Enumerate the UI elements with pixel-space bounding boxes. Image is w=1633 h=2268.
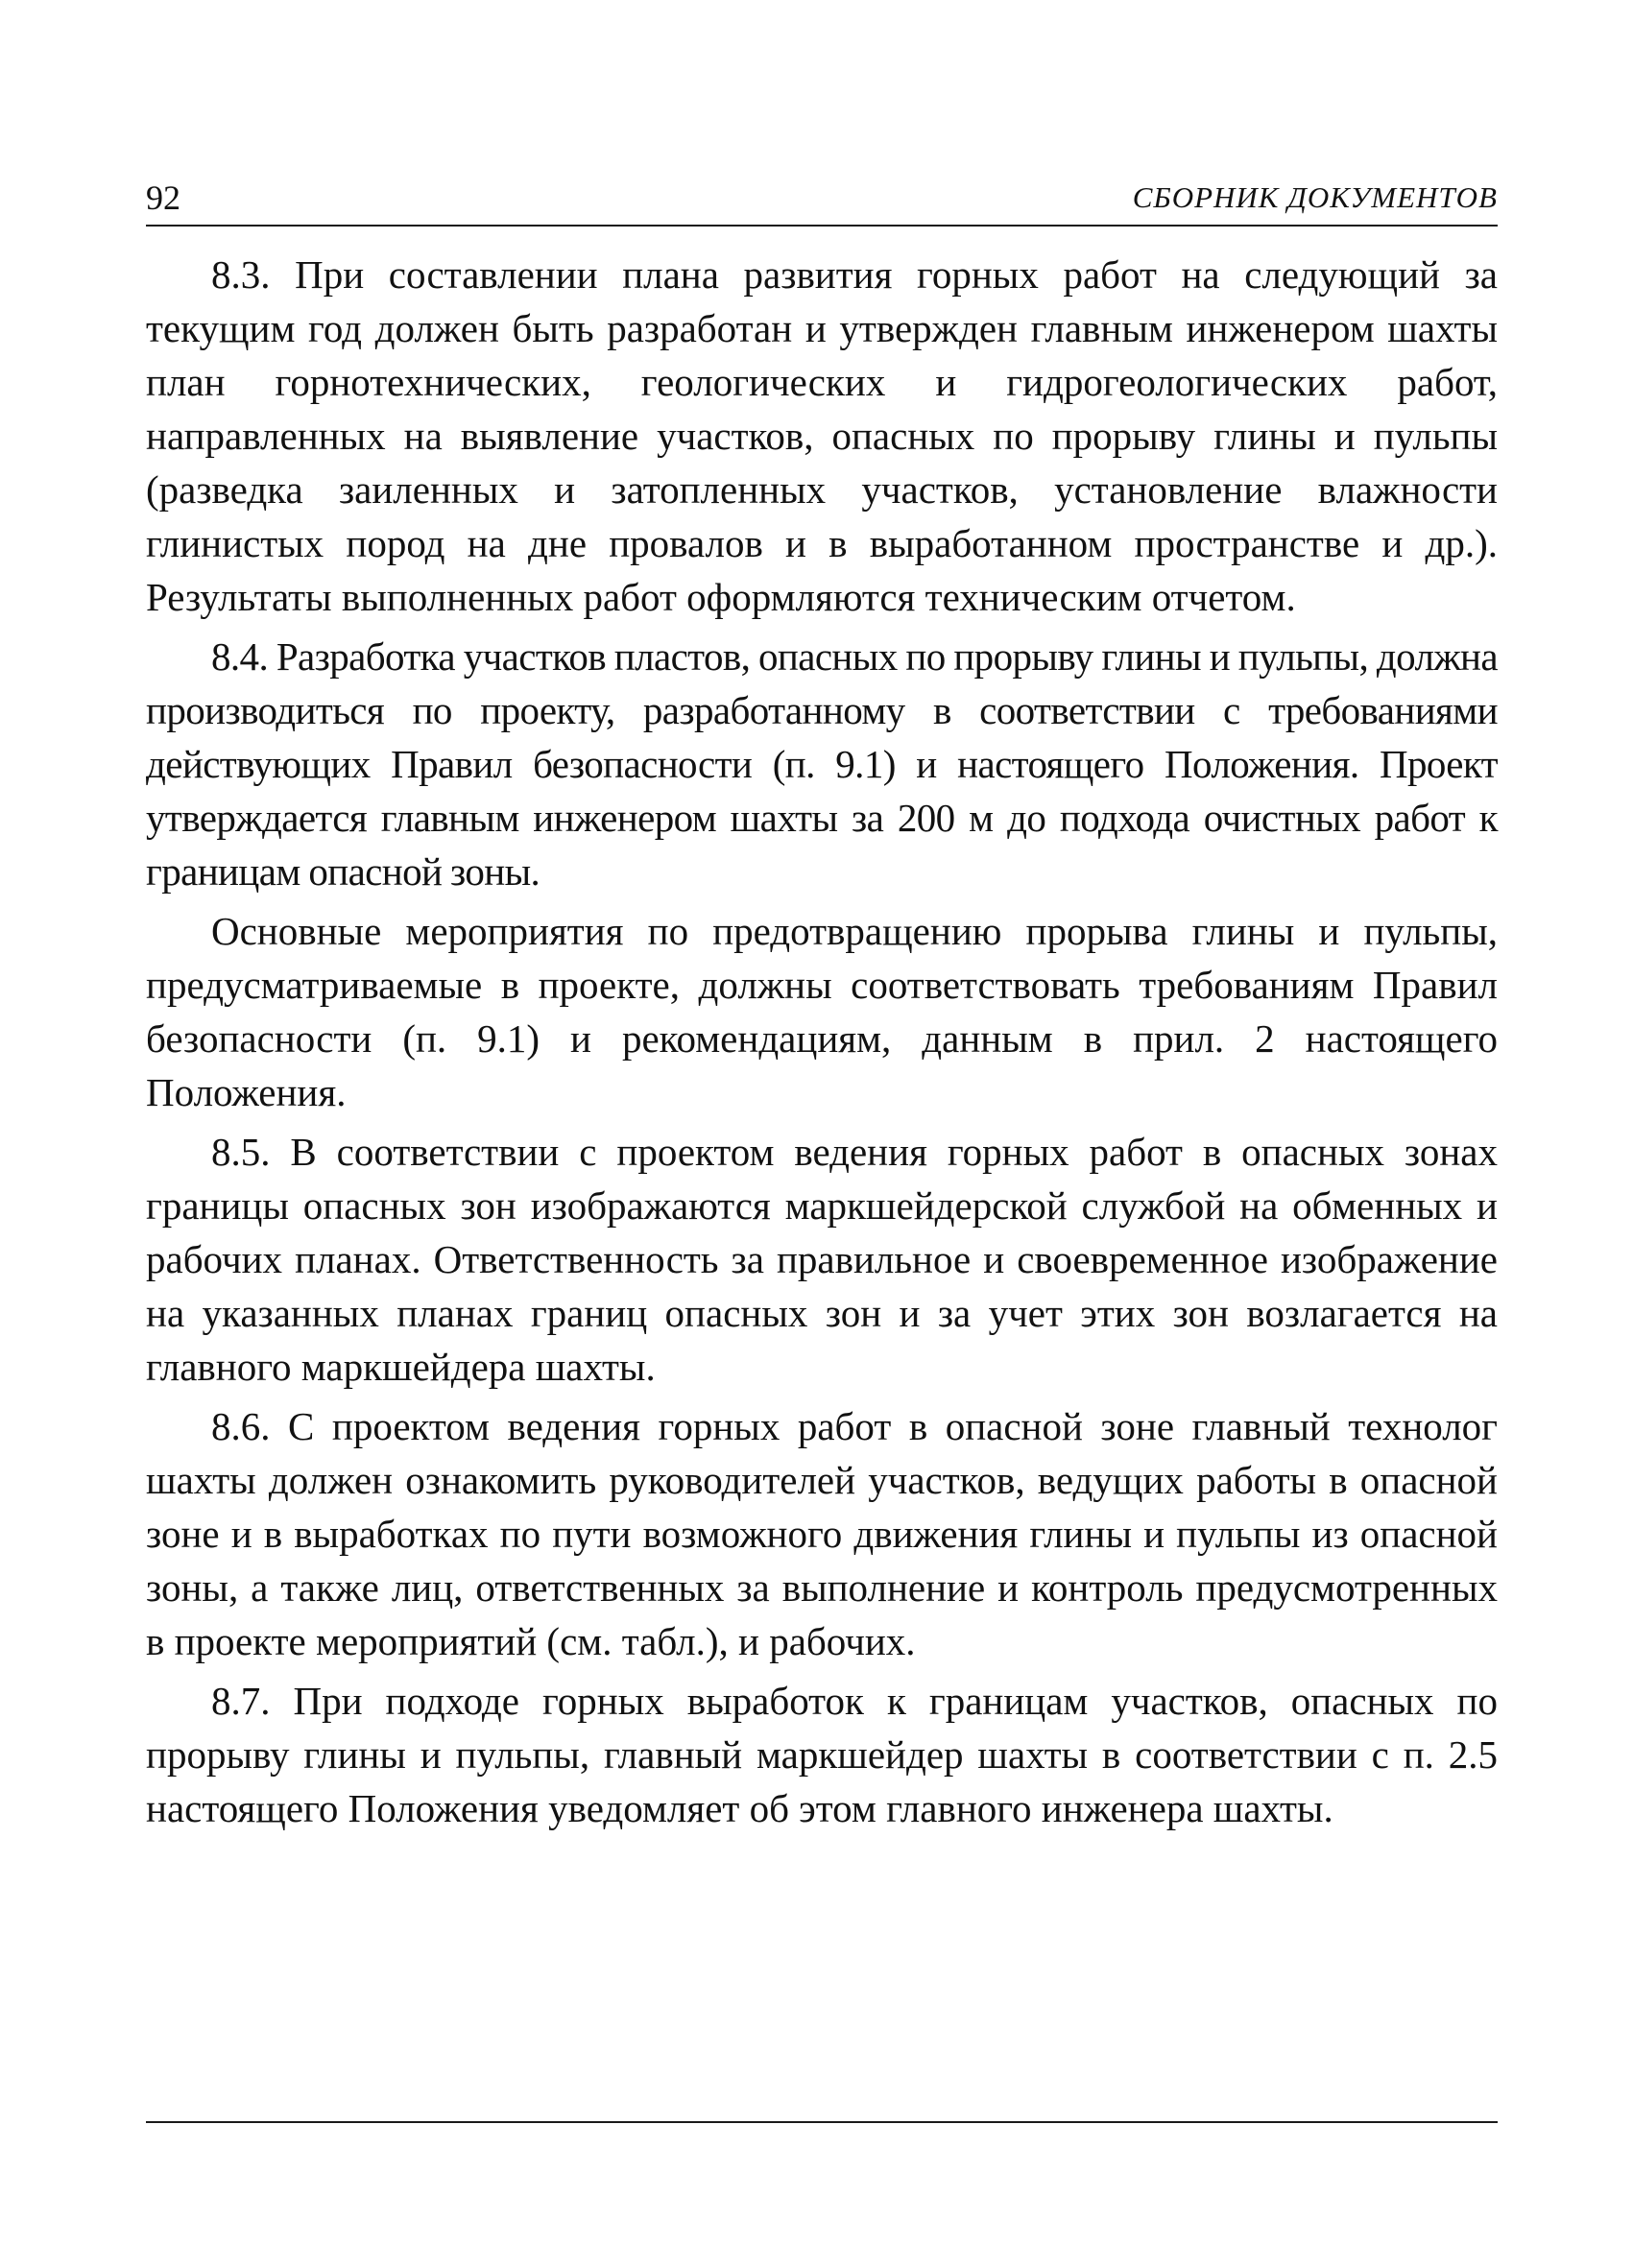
page-number: 92 <box>146 179 180 217</box>
paragraph-8-4: 8.4. Разработка участков пластов, опасных по прорыву глины и пульпы, должна производиться по проекту, разработанному в соответствии с требованиями действующих Правил безопасности (п. 9.1) и настоящего Положения. Проект утверждается главным инженером шахты за 200 м до подхода очистных работ к границам опасной зоны. <box>146 634 1498 894</box>
footer-rule <box>146 2121 1498 2123</box>
body-text <box>146 248 1498 1841</box>
paragraph-8-5: 8.5. В соответствии с проектом ведения горных работ в опасных зонах границы опасных зон изображаются маркшейдерской службой на обменных и рабочих планах. Ответственность за правильное и своевременное изображение на указанных планах границ опасных зон и за учет этих зон возлагается на главного маркшейдера шахты. <box>146 1130 1498 1389</box>
paragraph-8-6: 8.6. С проектом ведения горных работ в опасной зоне главный технолог шахты должен ознакомить руководителей участков, ведущих работы в опасной зоне и в выработках по пути возможного движения глины и пульпы из опасной зоны, а также лиц, ответственных за выполнение и контроль предусмотренных в проекте мероприятий (см. табл.), и рабочих. <box>146 1404 1498 1663</box>
running-header <box>146 171 1498 227</box>
paragraph-main-measures: Основные мероприятия по предотвращению прорыва глины и пульпы, предусматриваемые в проекте, должны соответствовать требованиям Правил безопасности (п. 9.1) и рекомендациям, данным в прил. 2 настоящего Положения. <box>146 909 1498 1114</box>
paragraph-8-3: 8.3. При составлении плана развития горных работ на следующий за текущим год должен быть разработан и утвержден главным инженером шахты план горнотехнических, геологических и гидрогеологических работ, направленных на выявление участков, опасных по прорыву глины и пульпы (разведка заиленных и затопленных участков, установление влажности глинистых пород на дне провалов и в выработанном пространстве и др.). Результаты выполненных работ оформляются техническим отчетом. <box>146 252 1498 619</box>
document-page <box>146 0 1498 2268</box>
paragraph-8-7: 8.7. При подходе горных выработок к границам участков, опасных по прорыву глины и пульпы, главный маркшейдер шахты в соответствии с п. 2.5 настоящего Положения уведомляет об этом главного инженера шахты. <box>146 1679 1498 1830</box>
collection-title: СБОРНИК ДОКУМЕНТОВ <box>1132 180 1498 214</box>
